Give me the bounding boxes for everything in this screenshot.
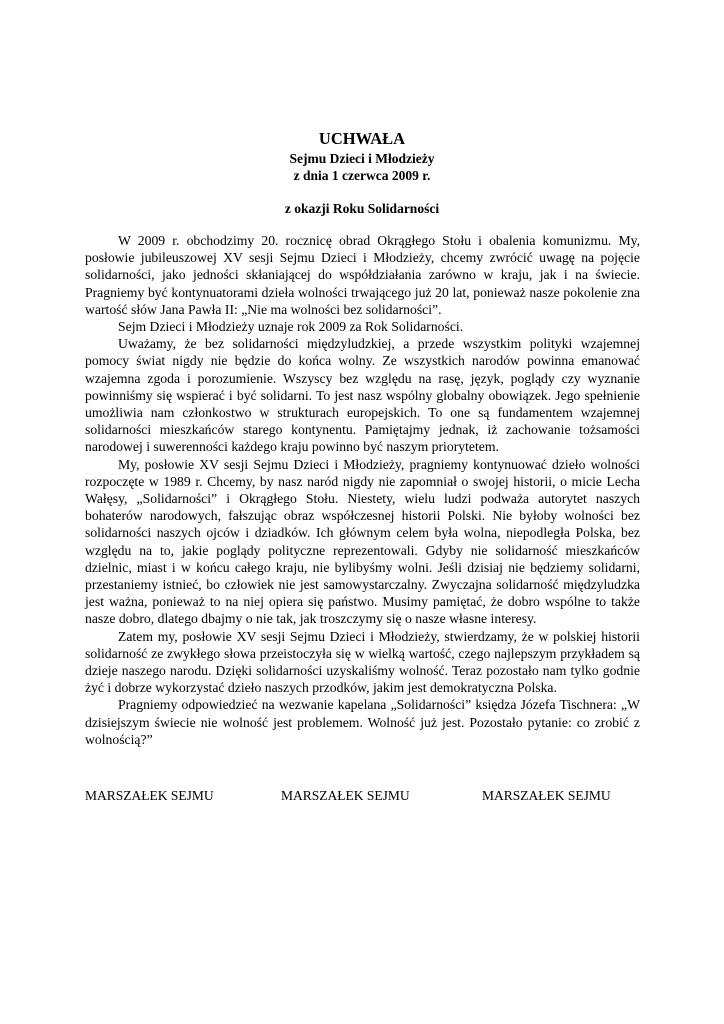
document-subtitle-date: z dnia 1 czerwca 2009 r. (293, 168, 431, 183)
paragraph: Zatem my, posłowie XV sesji Sejmu Dzieci i Młodzieży, stwierdzamy, że w polskiej historii solidarność ze zwykłego słowa przeistoczyła się w wielką wartość, czego najlepszym przykładem są dzieje naszego narodu. Dzięki solidarności uzyskaliśmy wolność. Teraz pozostało nam tylko godnie żyć i dobrze wykorzystać dzieło naszych przodków, jakim jest demokratyczna Polska. (85, 628, 640, 696)
resolution-body (85, 232, 640, 748)
paragraph: Pragniemy odpowiedzieć na wezwanie kapelana „Solidarności” księdza Józefa Tischnera: „W dzisiejszym świecie nie wolność jest problemem. Wolność już jest. Pozostało pytanie: co zrobić z wolnością?” (85, 697, 640, 747)
paragraph: Sejm Dzieci i Młodzieży uznaje rok 2009 za Rok Solidarności. (118, 319, 464, 335)
document-occasion: z okazji Roku Solidarności (284, 201, 440, 216)
paragraph: W 2009 r. obchodzimy 20. rocznicę obrad Okrągłego Stołu i obalenia komunizmu. My, posłowie jubileuszowej XV sesji Sejmu Dzieci i Młodzieży, chcemy zwrócić uwagę na pojęcie solidarności, jako jedności skłaniającej do współdziałania zarówno w kraju, jak i na świecie. Pragniemy być kontynuatorami dzieła wolności trwającego już 20 lat, ponieważ nasze pokolenie zna wartość słów Jana Pawła II: „Nie ma wolności bez solidarności”. (85, 233, 640, 317)
signature-label: MARSZAŁEK SEJMU (85, 788, 214, 803)
paragraph: My, posłowie XV sesji Sejmu Dzieci i Młodzieży, pragniemy kontynuować dzieło wolności rozpoczęte w 1989 r. Chcemy, by nasz naród nigdy nie zapomniał o swojej historii, o micie Lecha Wałęsy, „Solidarności” i Okrągłego Stołu. Niestety, wielu ludzi podważa autorytet naszych bohaterów narodowych, fałszując obraz współczesnej historii Polski. Nie byłoby wolności bez solidarności naszych ojców i dziadków. Ich głównym celem była wolna, niepodległa Polska, bez względu na to, jakie poglądy polityczne reprezentowali. Gdyby nie solidarność mieszkańców dzielnic, miast i w końcu całego kraju, nie bylibyśmy wolni. Jeśli dzisiaj nie będziemy solidarni, przestaniemy istnieć, bo człowiek nie jest samowystarczalny. Zwyczajna solidarność międzyludzka jest ważna, ponieważ to na niej opiera się państwo. Musimy pamiętać, że dobro wspólne to także nasze dobro, dlatego dbajmy o nie tak, jak troszczymy się o nasze własne interesy. (85, 456, 640, 627)
document-title: UCHWAŁA (318, 129, 406, 148)
paragraph: Uważamy, że bez solidarności międzyludzkiej, a przede wszystkim polityki wzajemnej pomocy świat nigdy nie będzie do końca wolny. Ze wszystkich narodów powinna emanować wzajemna zgoda i porozumienie. Wszyscy bez względu na rasę, język, poglądy czy wyznanie powinniśmy się wspierać i być solidarni. To jest nasz wspólny globalny obowiązek. Jego spełnienie umożliwia nam członkostwo w strukturach europejskich. To one są fundamentem wzajemnej solidarności mieszkańców starego kontynentu. Pamiętajmy jednak, iż zachowanie tożsamości narodowej i suwerenności każdego kraju powinno być naszym priorytetem. (85, 336, 640, 455)
document-subtitle-issuer: Sejmu Dzieci i Młodzieży (289, 151, 435, 166)
signature-label: MARSZAŁEK SEJMU (281, 788, 410, 803)
signature-label: MARSZAŁEK SEJMU (482, 788, 611, 803)
